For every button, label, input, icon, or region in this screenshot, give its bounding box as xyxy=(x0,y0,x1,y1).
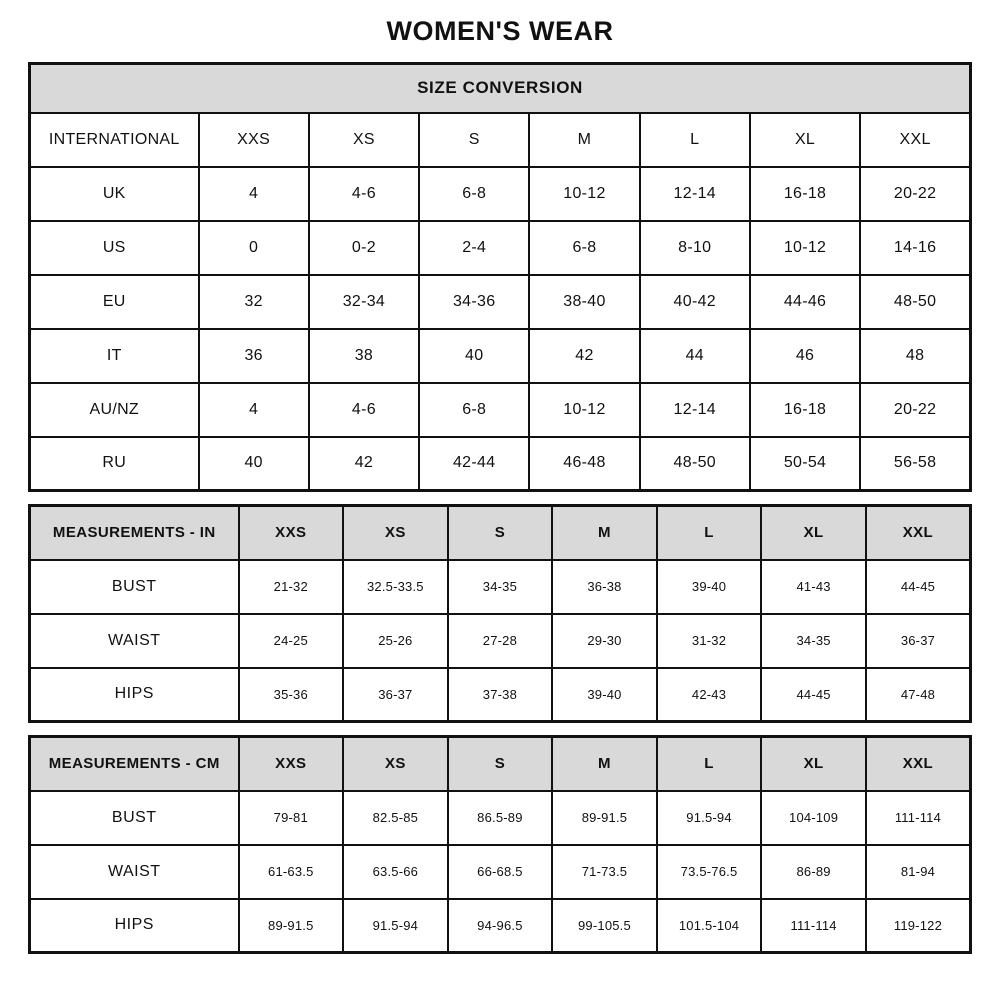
size-header-cell: S xyxy=(419,113,529,167)
table-cell: 111-114 xyxy=(761,899,866,953)
size-conversion-body xyxy=(30,113,971,491)
row-label-international: INTERNATIONAL xyxy=(30,113,199,167)
table-cell: 44-45 xyxy=(761,668,866,722)
size-header-cell: XXL xyxy=(860,113,970,167)
table-cell: 16-18 xyxy=(750,167,860,221)
table-row xyxy=(30,614,971,668)
size-header-cell: S xyxy=(448,737,553,791)
table-cell: 36 xyxy=(199,329,309,383)
size-header-cell: L xyxy=(640,113,750,167)
table-cell: 66-68.5 xyxy=(448,845,553,899)
size-header-cell: XL xyxy=(761,737,866,791)
table-cell: 32 xyxy=(199,275,309,329)
table-cell: 8-10 xyxy=(640,221,750,275)
table-cell: 48-50 xyxy=(640,437,750,491)
table-cell: 36-37 xyxy=(866,614,971,668)
table-cell: 39-40 xyxy=(552,668,657,722)
size-header-cell: L xyxy=(657,506,762,560)
table-row xyxy=(30,383,971,437)
table-cell: 2-4 xyxy=(419,221,529,275)
table-cell: 12-14 xyxy=(640,383,750,437)
table-cell: 39-40 xyxy=(657,560,762,614)
table-cell: 91.5-94 xyxy=(657,791,762,845)
table-cell: 63.5-66 xyxy=(343,845,448,899)
table-cell: 4-6 xyxy=(309,383,419,437)
table-cell: 38 xyxy=(309,329,419,383)
table-cell: 35-36 xyxy=(239,668,344,722)
table-cell: 4 xyxy=(199,167,309,221)
table-cell: 81-94 xyxy=(866,845,971,899)
size-header-cell: XL xyxy=(750,113,860,167)
size-header-cell: XS xyxy=(343,737,448,791)
measurements-in-body xyxy=(30,560,971,722)
table-cell: 12-14 xyxy=(640,167,750,221)
table-cell: 25-26 xyxy=(343,614,448,668)
table-title: MEASUREMENTS - CM xyxy=(30,737,239,791)
table-cell: 44-46 xyxy=(750,275,860,329)
table-cell: 4 xyxy=(199,383,309,437)
size-header-cell: M xyxy=(552,506,657,560)
table-cell: 44-45 xyxy=(866,560,971,614)
table-cell: 89-91.5 xyxy=(239,899,344,953)
size-header-cell: XS xyxy=(343,506,448,560)
table-cell: 94-96.5 xyxy=(448,899,553,953)
table-title: MEASUREMENTS - IN xyxy=(30,506,239,560)
table-cell: 42 xyxy=(529,329,639,383)
size-conversion-head xyxy=(30,64,971,113)
table-cell: 32-34 xyxy=(309,275,419,329)
table-cell: 40 xyxy=(199,437,309,491)
row-label: US xyxy=(30,221,199,275)
size-header-cell: XXS xyxy=(239,737,344,791)
measurements-in-head xyxy=(30,506,971,560)
table-cell: 34-36 xyxy=(419,275,529,329)
table-cell: 20-22 xyxy=(860,167,970,221)
table-cell: 16-18 xyxy=(750,383,860,437)
size-header-cell: XXL xyxy=(866,506,971,560)
table-cell: 119-122 xyxy=(866,899,971,953)
table-cell: 6-8 xyxy=(529,221,639,275)
table-cell: 34-35 xyxy=(761,614,866,668)
size-header-cell: XXS xyxy=(199,113,309,167)
table-cell: 0 xyxy=(199,221,309,275)
table-row xyxy=(30,167,971,221)
table-cell: 89-91.5 xyxy=(552,791,657,845)
table-cell: 101.5-104 xyxy=(657,899,762,953)
table-cell: 24-25 xyxy=(239,614,344,668)
table-cell: 4-6 xyxy=(309,167,419,221)
size-header-cell: L xyxy=(657,737,762,791)
size-conversion-caption-row xyxy=(30,64,971,113)
row-label: HIPS xyxy=(30,899,239,953)
row-label: BUST xyxy=(30,560,239,614)
table-cell: 91.5-94 xyxy=(343,899,448,953)
table-cell: 48-50 xyxy=(860,275,970,329)
table-cell: 31-32 xyxy=(657,614,762,668)
table-cell: 27-28 xyxy=(448,614,553,668)
table-cell: 0-2 xyxy=(309,221,419,275)
table-cell: 42-43 xyxy=(657,668,762,722)
table-cell: 6-8 xyxy=(419,383,529,437)
table-cell: 38-40 xyxy=(529,275,639,329)
row-label: AU/NZ xyxy=(30,383,199,437)
row-label: WAIST xyxy=(30,614,239,668)
table-cell: 10-12 xyxy=(529,167,639,221)
table-cell: 21-32 xyxy=(239,560,344,614)
table-cell: 46 xyxy=(750,329,860,383)
table-cell: 20-22 xyxy=(860,383,970,437)
measurements-in-header-row xyxy=(30,506,971,560)
table-cell: 111-114 xyxy=(866,791,971,845)
table-cell: 82.5-85 xyxy=(343,791,448,845)
size-header-cell: XL xyxy=(761,506,866,560)
row-label: HIPS xyxy=(30,668,239,722)
measurements-in-table xyxy=(28,504,972,723)
table-row xyxy=(30,899,971,953)
table-cell: 73.5-76.5 xyxy=(657,845,762,899)
row-label: EU xyxy=(30,275,199,329)
table-cell: 86-89 xyxy=(761,845,866,899)
table-row xyxy=(30,329,971,383)
table-cell: 47-48 xyxy=(866,668,971,722)
table-cell: 37-38 xyxy=(448,668,553,722)
table-cell: 44 xyxy=(640,329,750,383)
table-row xyxy=(30,437,971,491)
table-row xyxy=(30,791,971,845)
table-cell: 10-12 xyxy=(750,221,860,275)
table-cell: 42 xyxy=(309,437,419,491)
table-cell: 71-73.5 xyxy=(552,845,657,899)
size-header-cell: M xyxy=(529,113,639,167)
size-header-cell: M xyxy=(552,737,657,791)
size-header-cell: XXS xyxy=(239,506,344,560)
table-cell: 79-81 xyxy=(239,791,344,845)
table-cell: 36-38 xyxy=(552,560,657,614)
table-cell: 10-12 xyxy=(529,383,639,437)
table-cell: 29-30 xyxy=(552,614,657,668)
size-header-cell: S xyxy=(448,506,553,560)
international-row xyxy=(30,113,971,167)
table-row xyxy=(30,560,971,614)
table-cell: 40 xyxy=(419,329,529,383)
table-cell: 99-105.5 xyxy=(552,899,657,953)
table-cell: 34-35 xyxy=(448,560,553,614)
table-cell: 36-37 xyxy=(343,668,448,722)
row-label: BUST xyxy=(30,791,239,845)
table-cell: 40-42 xyxy=(640,275,750,329)
table-row xyxy=(30,221,971,275)
measurements-cm-table xyxy=(28,735,972,954)
table-cell: 61-63.5 xyxy=(239,845,344,899)
row-label: UK xyxy=(30,167,199,221)
table-cell: 104-109 xyxy=(761,791,866,845)
row-label: WAIST xyxy=(30,845,239,899)
row-label: RU xyxy=(30,437,199,491)
table-cell: 14-16 xyxy=(860,221,970,275)
size-header-cell: XXL xyxy=(866,737,971,791)
page-title: WOMEN'S WEAR xyxy=(386,16,614,46)
table-cell: 32.5-33.5 xyxy=(343,560,448,614)
table-cell: 46-48 xyxy=(529,437,639,491)
table-row xyxy=(30,845,971,899)
table-cell: 48 xyxy=(860,329,970,383)
table-cell: 6-8 xyxy=(419,167,529,221)
table-row xyxy=(30,275,971,329)
table-cell: 86.5-89 xyxy=(448,791,553,845)
table-cell: 56-58 xyxy=(860,437,970,491)
measurements-cm-body xyxy=(30,791,971,953)
table-cell: 42-44 xyxy=(419,437,529,491)
size-header-cell: XS xyxy=(309,113,419,167)
measurements-cm-head xyxy=(30,737,971,791)
row-label: IT xyxy=(30,329,199,383)
table-cell: 41-43 xyxy=(761,560,866,614)
table-cell: 50-54 xyxy=(750,437,860,491)
size-conversion-table xyxy=(28,62,972,492)
size-conversion-title: SIZE CONVERSION xyxy=(30,64,971,113)
table-row xyxy=(30,668,971,722)
measurements-cm-header-row xyxy=(30,737,971,791)
